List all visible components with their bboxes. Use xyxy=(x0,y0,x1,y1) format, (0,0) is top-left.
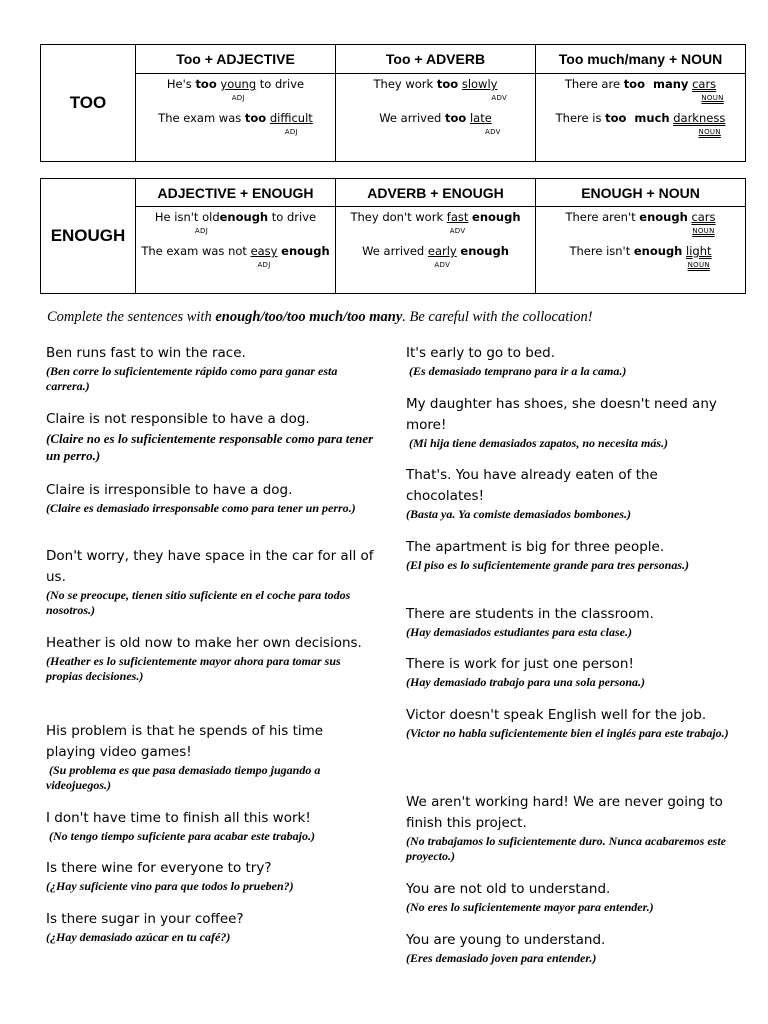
word-class-tag: ADJ xyxy=(231,94,245,102)
enough-header-adverb: ADVERB + ENOUGH xyxy=(336,179,536,207)
exercise-sentence: Heather is old now to make her own decisions. xyxy=(46,635,362,651)
example-text: He's xyxy=(166,77,196,91)
exercise-translation: (Victor no habla suficientemente bien el inglés para este trabajo.) xyxy=(406,726,729,740)
exercise-sentence: Victor doesn't speak English well for the job. xyxy=(406,707,707,723)
exercise-item xyxy=(406,654,736,690)
example-text: They work xyxy=(373,77,437,91)
exercise-translation: (Su problema es que pasa demasiado tiempo jugando a videojuegos.) xyxy=(46,763,324,792)
example-keyword: enough xyxy=(472,210,521,224)
exercise-sentence: I don't have time to finish all this work! xyxy=(46,810,311,826)
example-keyword: too xyxy=(436,77,459,91)
example-word: cars xyxy=(692,77,717,91)
exercise-item xyxy=(406,792,736,864)
exercise-sentence: His problem is that he spends of his time playing video games! xyxy=(46,723,324,760)
exercise-sentence: Is there wine for everyone to try? xyxy=(46,860,272,876)
example-text: We arrived xyxy=(379,111,445,125)
exercise-sentence: That's. You have already eaten of the chocolates! xyxy=(406,467,658,504)
example-underlined-word xyxy=(686,244,712,269)
example-word: light xyxy=(686,244,712,258)
example-sentence xyxy=(536,244,745,278)
too-adverb-examples xyxy=(336,74,536,162)
example-text: There isn't xyxy=(569,244,634,258)
exercise-item xyxy=(46,858,376,894)
exercise-translation: (Hay demasiados estudiantes para esta clase.) xyxy=(406,625,632,639)
example-word: young xyxy=(220,77,257,91)
enough-adverb-examples xyxy=(336,207,536,294)
exercise-translation: (Es demasiado temprano para ir a la cama.) xyxy=(406,364,627,378)
exercise-item xyxy=(406,343,736,379)
exercise-translation: (Hay demasiado trabajo para una sola persona.) xyxy=(406,675,646,689)
example-sentence xyxy=(536,210,745,244)
word-class-tag: ADV xyxy=(434,261,451,269)
example-underlined-word xyxy=(250,244,278,269)
too-adjective-examples xyxy=(136,74,336,162)
example-sentence xyxy=(336,210,535,244)
exercise-sentence: There are students in the classroom. xyxy=(406,606,654,622)
example-underlined-word xyxy=(692,77,724,102)
example-sentence xyxy=(336,244,535,278)
exercise-instructions xyxy=(47,309,747,326)
exercise-sentence: We aren't working hard! We are never going to finish this project. xyxy=(406,794,723,831)
example-underlined-word xyxy=(469,111,501,136)
word-class-tag: ADJ xyxy=(257,261,271,269)
exercise-translation: (Ben corre lo suficientemente rápido como para ganar esta carrera.) xyxy=(46,364,338,393)
word-class-tag: ADV xyxy=(491,94,508,102)
exercise-translation: (No trabajamos lo suficientemente duro. Nunca acabaremos este proyecto.) xyxy=(406,834,726,863)
example-underlined-word xyxy=(220,77,257,102)
example-word: slowly xyxy=(461,77,498,91)
too-row-label: TOO xyxy=(41,45,136,162)
exercise-item xyxy=(46,409,376,464)
exercise-sentence: There is work for just one person! xyxy=(406,656,634,672)
word-class-tag: ADJ xyxy=(284,128,298,136)
enough-header-adjective: ADJECTIVE + ENOUGH xyxy=(136,179,336,207)
exercise-sentence: Is there sugar in your coffee? xyxy=(46,911,244,927)
word-class-tag: NOUN xyxy=(692,227,715,235)
example-text: The exam was xyxy=(158,111,245,125)
example-sentence xyxy=(136,210,335,244)
exercise-translation: (Claire no es lo suficientemente responsable como para tener un perro.) xyxy=(46,431,374,463)
exercise-item xyxy=(46,909,376,945)
exercise-item xyxy=(46,633,376,684)
exercise-sentence: You are young to understand. xyxy=(406,932,606,948)
example-keyword: enough xyxy=(281,244,330,258)
example-sentence xyxy=(136,77,335,111)
example-keyword: enough xyxy=(460,244,509,258)
exercise-translation: (Eres demasiado joven para entender.) xyxy=(406,951,597,965)
exercise-item xyxy=(406,705,736,741)
exercise-translation: (Mi hija tiene demasiados zapatos, no necesita más.) xyxy=(406,436,669,450)
example-sentence xyxy=(536,111,745,145)
exercise-item xyxy=(46,546,376,618)
exercise-item xyxy=(406,879,736,915)
word-class-tag: NOUN xyxy=(687,261,710,269)
exercise-sentence: My daughter has shoes, she doesn't need any more! xyxy=(406,396,717,433)
example-sentence xyxy=(136,244,335,278)
example-word: difficult xyxy=(269,111,313,125)
exercise-sentence: Claire is irresponsible to have a dog. xyxy=(46,482,293,498)
too-table xyxy=(40,44,746,162)
too-noun-examples xyxy=(536,74,746,162)
exercise-item xyxy=(406,394,736,451)
exercise-item xyxy=(46,480,376,516)
example-text: He isn't old xyxy=(154,210,220,224)
word-class-tag: ADJ xyxy=(194,227,209,235)
example-text: to drive xyxy=(256,77,305,91)
enough-table xyxy=(40,178,746,294)
example-text: We arrived xyxy=(362,244,428,258)
example-text: The exam was not xyxy=(141,244,251,258)
exercise-sentence: The apartment is big for three people. xyxy=(406,539,665,555)
example-text: There is xyxy=(555,111,606,125)
word-class-tag: ADV xyxy=(449,227,466,235)
example-underlined-word xyxy=(691,210,716,235)
exercise-translation: (Basta ya. Ya comiste demasiados bombones.) xyxy=(406,507,631,521)
too-header-adverb: Too + ADVERB xyxy=(336,45,536,74)
enough-adjective-examples xyxy=(136,207,336,294)
example-underlined-word xyxy=(446,210,469,235)
example-text: They don't work xyxy=(350,210,447,224)
exercise-item xyxy=(406,465,736,522)
enough-header-noun: ENOUGH + NOUN xyxy=(536,179,746,207)
exercise-sentence: Ben runs fast to win the race. xyxy=(46,345,246,361)
example-word: cars xyxy=(691,210,716,224)
exercise-item xyxy=(406,604,736,640)
exercise-sentence: Claire is not responsible to have a dog. xyxy=(46,411,310,427)
example-text: There are xyxy=(564,77,624,91)
exercise-item xyxy=(406,930,736,966)
example-word: late xyxy=(469,111,492,125)
example-keyword: enough xyxy=(639,210,688,224)
example-keyword: too much xyxy=(605,111,670,125)
example-sentence xyxy=(136,111,335,145)
example-sentence xyxy=(336,111,535,145)
exercise-translation: (¿Hay suficiente vino para que todos lo prueben?) xyxy=(46,879,294,893)
example-underlined-word xyxy=(427,244,457,269)
example-text: to drive xyxy=(268,210,317,224)
example-underlined-word xyxy=(673,111,726,136)
example-word: darkness xyxy=(673,111,726,125)
example-sentence xyxy=(336,77,535,111)
example-text: There aren't xyxy=(565,210,640,224)
exercise-item xyxy=(46,721,376,793)
word-class-tag: ADV xyxy=(484,128,501,136)
example-keyword: too xyxy=(195,77,217,91)
example-keyword: too xyxy=(244,111,267,125)
exercise-sentence: You are not old to understand. xyxy=(406,881,611,897)
instructions-text: . Be careful with the collocation! xyxy=(402,309,593,325)
too-header-adjective: Too + ADJECTIVE xyxy=(136,45,336,74)
word-class-tag: NOUN xyxy=(698,128,721,136)
exercise-translation: (No se preocupe, tienen sitio suficiente en el coche para todos nosotros.) xyxy=(46,588,351,617)
exercise-translation: (Heather es lo suficientemente mayor ahora para tomar sus propias decisiones.) xyxy=(46,654,341,683)
example-lead xyxy=(154,210,220,235)
exercise-item xyxy=(46,343,376,394)
example-word: fast xyxy=(446,210,469,224)
exercise-translation: (El piso es lo suficientemente grande para tres personas.) xyxy=(406,558,690,572)
example-sentence xyxy=(536,77,745,111)
enough-row-label: ENOUGH xyxy=(41,179,136,294)
exercise-translation: (No tengo tiempo suficiente para acabar este trabajo.) xyxy=(46,829,315,843)
exercise-sentence: Don't worry, they have space in the car for all of us. xyxy=(46,548,374,585)
word-class-tag: NOUN xyxy=(701,94,724,102)
enough-noun-examples xyxy=(536,207,746,294)
exercise-item xyxy=(46,808,376,844)
exercise-translation: (Claire es demasiado irresponsable como para tener un perro.) xyxy=(46,501,356,515)
instructions-text: Complete the sentences with xyxy=(47,309,216,325)
instructions-keywords: enough/too/too much/too many xyxy=(215,309,403,325)
example-keyword: too many xyxy=(623,77,689,91)
exercise-translation: (¿Hay demasiado azúcar en tu café?) xyxy=(46,930,231,944)
too-header-noun: Too much/many + NOUN xyxy=(536,45,746,74)
example-keyword: too xyxy=(444,111,467,125)
example-underlined-word xyxy=(461,77,508,102)
example-word: early xyxy=(427,244,457,258)
example-keyword: enough xyxy=(219,210,269,224)
exercise-sentence: It's early to go to bed. xyxy=(406,345,556,361)
exercise-translation: (No eres lo suficientemente mayor para entender.) xyxy=(406,900,654,914)
exercise-item xyxy=(406,537,736,573)
example-keyword: enough xyxy=(633,244,683,258)
example-underlined-word xyxy=(269,111,313,136)
example-word: easy xyxy=(250,244,278,258)
